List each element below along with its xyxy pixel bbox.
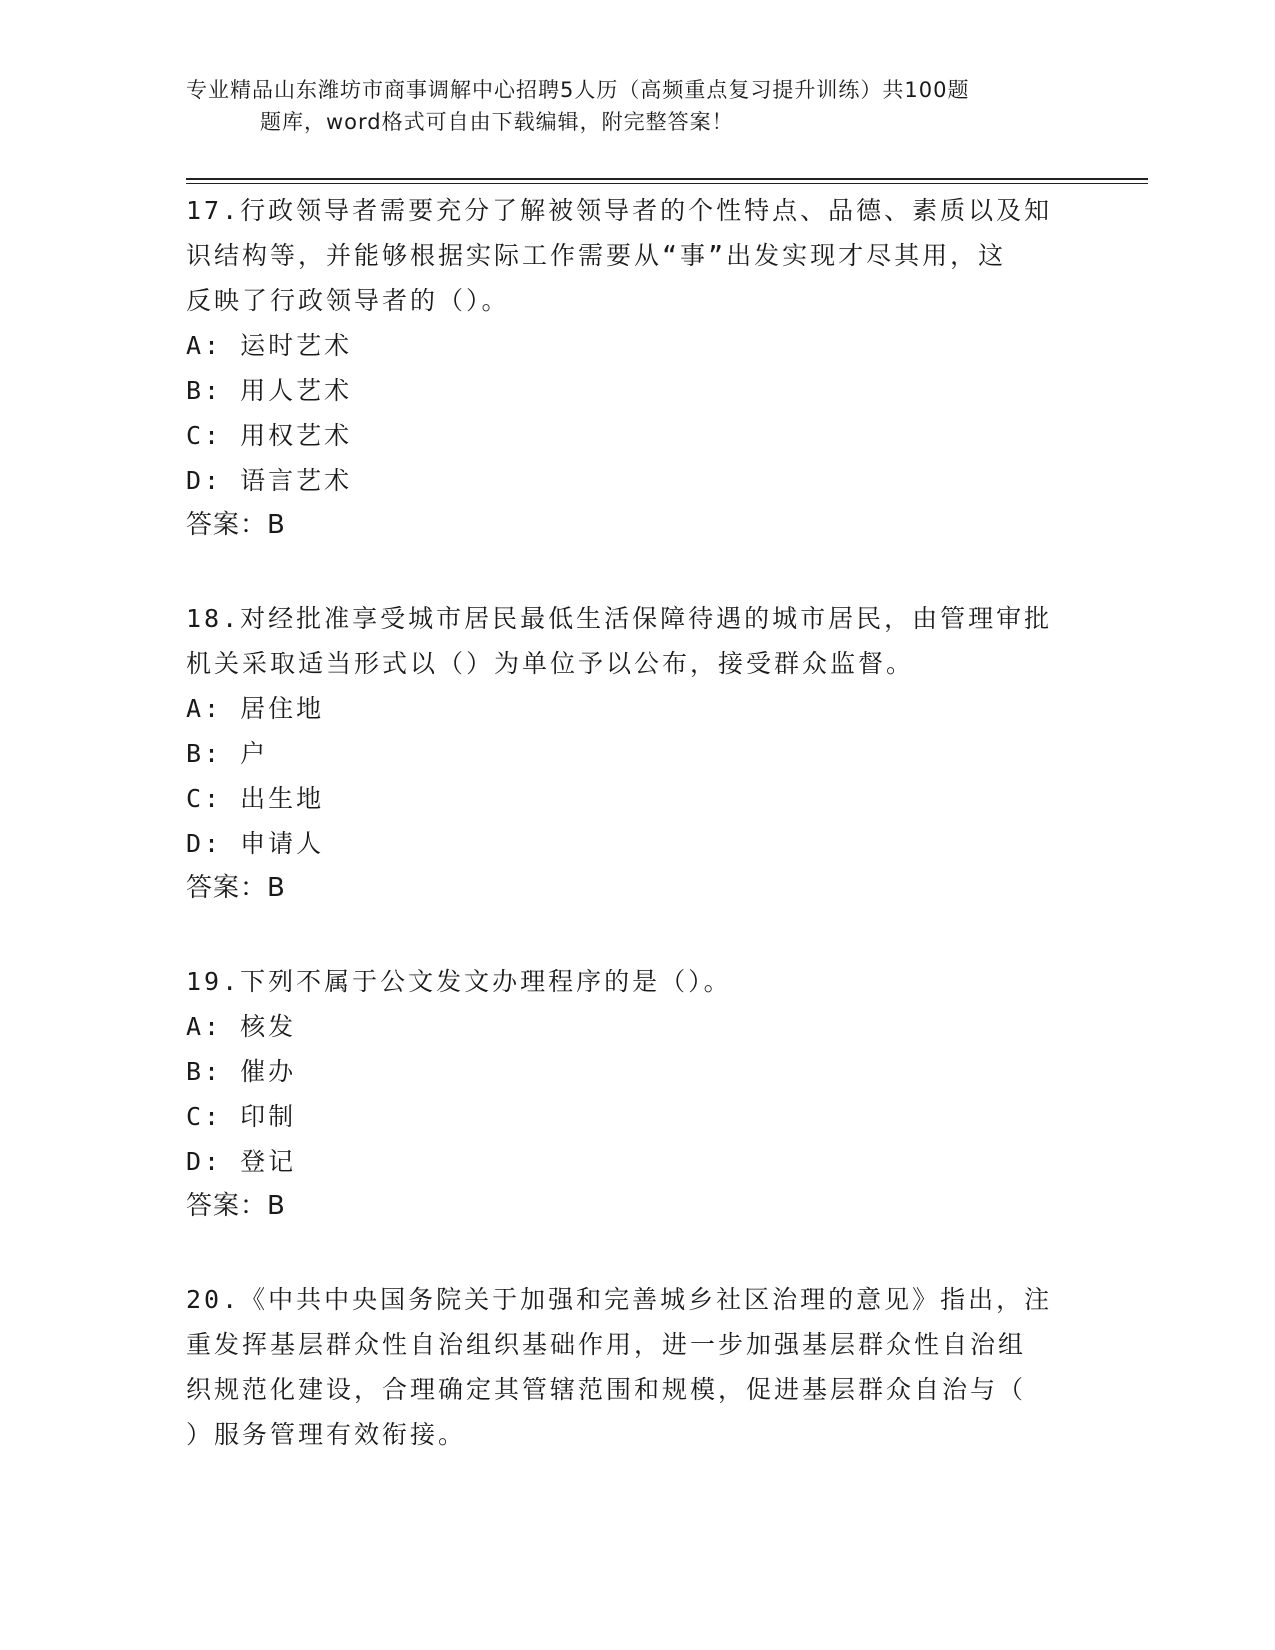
question-line: 识结构等，并能够根据实际工作需要从“事”出发实现才尽其用，这 bbox=[186, 241, 1007, 270]
question-text bbox=[186, 959, 1086, 1004]
option-c: C: 印制 bbox=[186, 1102, 297, 1131]
option-c: C: 出生地 bbox=[186, 784, 325, 813]
answer-line: 答案：B bbox=[186, 510, 286, 540]
header-title-line-2: 题库，word格式可自由下载编辑，附完整答案！ bbox=[260, 110, 734, 134]
option-b: B: 用人艺术 bbox=[186, 376, 353, 405]
question-line: 19.下列不属于公文发文办理程序的是（）。 bbox=[186, 967, 732, 996]
option-c: C: 用权艺术 bbox=[186, 421, 353, 450]
option-d: D: 语言艺术 bbox=[186, 466, 353, 495]
option-d: D: 登记 bbox=[186, 1147, 297, 1176]
question-line: 18.对经批准享受城市居民最低生活保障待遇的城市居民，由管理审批 bbox=[186, 604, 1053, 633]
option-a: A: 居住地 bbox=[186, 694, 325, 723]
answer-line: 答案：B bbox=[186, 873, 286, 903]
question-line: 织规范化建设，合理确定其管辖范围和规模，促进基层群众自治与（ bbox=[186, 1375, 1027, 1404]
question-text bbox=[186, 188, 1086, 323]
option-a: A: 运时艺术 bbox=[186, 331, 353, 360]
option-b: B: 户 bbox=[186, 739, 269, 768]
answer-line: 答案：B bbox=[186, 1191, 286, 1221]
question-list bbox=[186, 188, 1086, 1505]
question-line: 重发挥基层群众性自治组织基础作用，进一步加强基层群众性自治组 bbox=[186, 1330, 1027, 1359]
question-line: 17.行政领导者需要充分了解被领导者的个性特点、品德、素质以及知 bbox=[186, 196, 1053, 225]
option-d: D: 申请人 bbox=[186, 829, 325, 858]
question-18 bbox=[186, 596, 1086, 911]
question-line: 反映了行政领导者的（）。 bbox=[186, 286, 510, 315]
document-header bbox=[186, 74, 1086, 138]
option-b: B: 催办 bbox=[186, 1057, 297, 1086]
header-divider-thin bbox=[186, 183, 1148, 184]
header-divider-thick bbox=[186, 178, 1148, 180]
question-line: ）服务管理有效衔接。 bbox=[186, 1420, 467, 1449]
header-title-line-1: 专业精品山东潍坊市商事调解中心招聘5人历（高频重点复习提升训练）共100题 bbox=[186, 78, 970, 102]
question-17 bbox=[186, 188, 1086, 548]
question-text bbox=[186, 1277, 1086, 1457]
question-20 bbox=[186, 1277, 1086, 1457]
option-a: A: 核发 bbox=[186, 1012, 297, 1041]
question-line: 机关采取适当形式以（）为单位予以公布，接受群众监督。 bbox=[186, 649, 915, 678]
question-line: 20.《中共中央国务院关于加强和完善城乡社区治理的意见》指出，注 bbox=[186, 1285, 1053, 1314]
question-text bbox=[186, 596, 1086, 686]
question-19 bbox=[186, 959, 1086, 1229]
